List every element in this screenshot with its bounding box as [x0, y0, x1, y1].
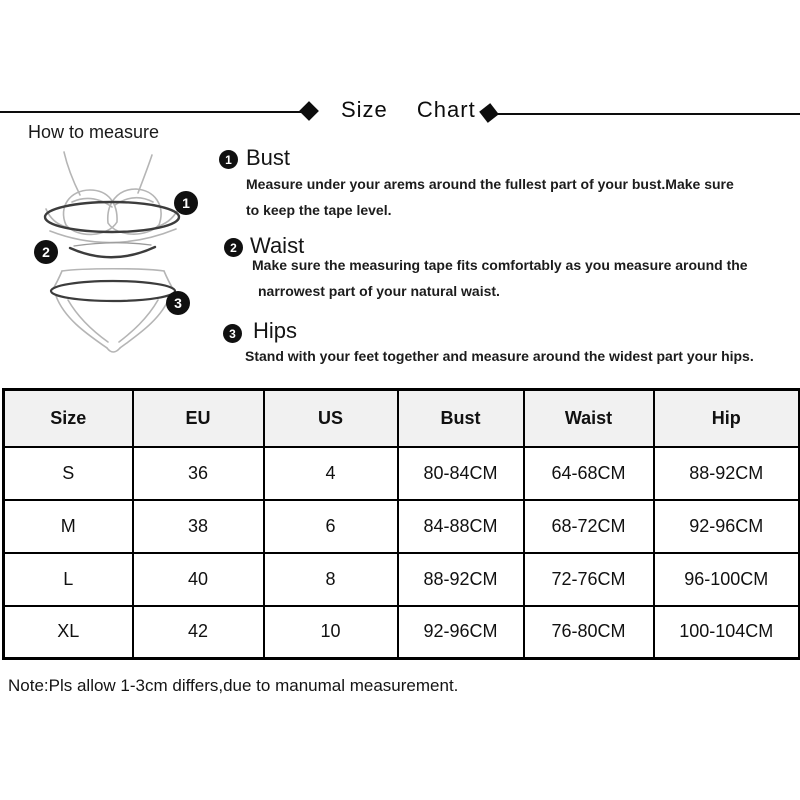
section-waist-desc-line1: Make sure the measuring tape fits comfortably as you measure around the — [252, 257, 748, 273]
col-header-us: US — [264, 390, 398, 447]
section-waist-desc-line2: narrowest part of your natural waist. — [258, 283, 500, 299]
hip-tape — [51, 281, 175, 301]
section-hips-badge: 3 — [223, 324, 242, 343]
cell-us: 6 — [264, 500, 398, 553]
cell-waist: 76-80CM — [524, 606, 654, 659]
col-header-waist: Waist — [524, 390, 654, 447]
cell-hip: 92-96CM — [654, 500, 800, 553]
size-table-header-row — [4, 390, 800, 447]
col-header-hip: Hip — [654, 390, 800, 447]
cell-us: 10 — [264, 606, 398, 659]
section-hips-desc-line1: Stand with your feet together and measure around the widest part your hips. — [245, 348, 754, 364]
section-bust-badge: 1 — [219, 150, 238, 169]
section-waist-badge: 2 — [224, 238, 243, 257]
cell-bust: 88-92CM — [398, 553, 524, 606]
section-bust-desc-line2: to keep the tape level. — [246, 202, 392, 218]
cell-size: M — [4, 500, 133, 553]
cell-eu: 40 — [133, 553, 264, 606]
cell-size: XL — [4, 606, 133, 659]
table-row-s — [4, 447, 800, 500]
cell-us: 4 — [264, 447, 398, 500]
cell-waist: 72-76CM — [524, 553, 654, 606]
cell-eu: 36 — [133, 447, 264, 500]
table-row-m — [4, 500, 800, 553]
section-bust-desc-line1: Measure under your arems around the fullest part of your bust.Make sure — [246, 176, 734, 192]
cell-waist: 64-68CM — [524, 447, 654, 500]
title-rule-right — [497, 113, 800, 115]
how-to-measure-heading: How to measure — [28, 122, 160, 142]
badge-1-label: 1 — [182, 195, 190, 211]
cell-hip: 100-104CM — [654, 606, 800, 659]
badge-3-label: 3 — [174, 295, 182, 311]
cell-bust: 84-88CM — [398, 500, 524, 553]
section-waist-title: Waist — [250, 233, 305, 258]
measurement-note: Note:Pls allow 1-3cm differs,due to manumal measurement. — [8, 676, 459, 695]
diamond-icon — [299, 101, 319, 121]
cell-waist: 68-72CM — [524, 500, 654, 553]
cell-bust: 92-96CM — [398, 606, 524, 659]
bikini-sketch — [20, 145, 230, 390]
waist-tape — [70, 247, 155, 257]
size-table — [2, 388, 800, 660]
section-bust-title: Bust — [246, 145, 291, 170]
page-title: Size Chart — [341, 97, 476, 122]
cell-hip: 96-100CM — [654, 553, 800, 606]
cell-us: 8 — [264, 553, 398, 606]
cell-size: S — [4, 447, 133, 500]
waist-tape-top-edge — [74, 243, 151, 246]
measurement-illustration — [20, 145, 230, 390]
cell-hip: 88-92CM — [654, 447, 800, 500]
title-rule-left — [0, 111, 304, 113]
section-hips-title: Hips — [253, 318, 298, 343]
cell-size: L — [4, 553, 133, 606]
badge-2-label: 2 — [42, 244, 50, 260]
col-header-eu: EU — [133, 390, 264, 447]
cell-eu: 42 — [133, 606, 264, 659]
cell-bust: 80-84CM — [398, 447, 524, 500]
table-row-xl — [4, 606, 800, 659]
table-row-l — [4, 553, 800, 606]
cell-eu: 38 — [133, 500, 264, 553]
diamond-icon — [479, 103, 499, 123]
col-header-bust: Bust — [398, 390, 524, 447]
col-header-size: Size — [4, 390, 133, 447]
